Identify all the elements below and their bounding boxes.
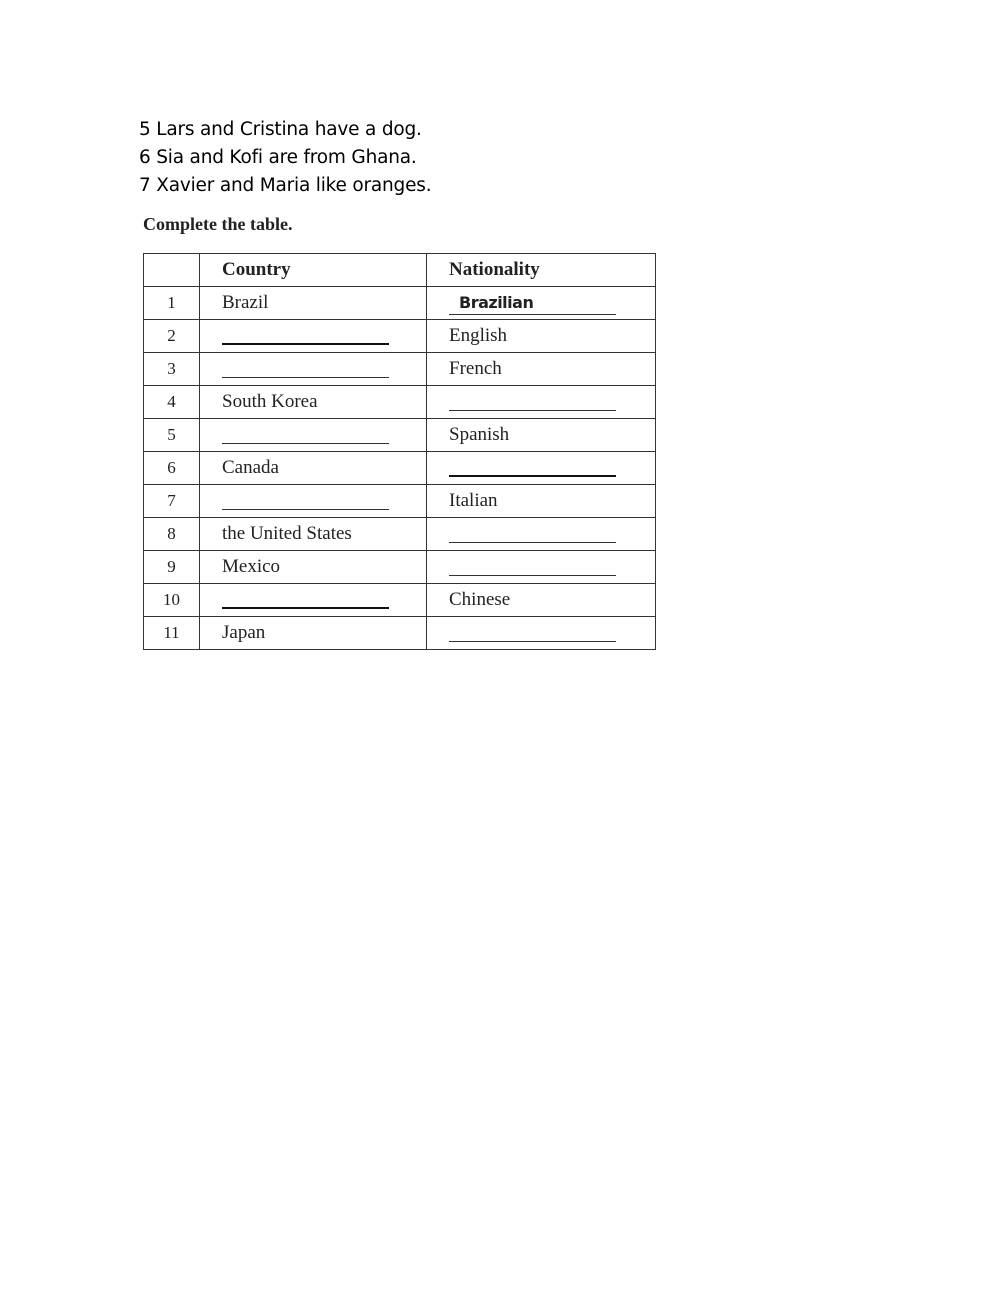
table-row [144,584,656,617]
nationality-cell: Italian [427,485,656,518]
table-row [144,353,656,386]
answer-blank-line[interactable] [449,409,616,411]
nationality-cell: French [427,353,656,386]
nationality-blank-cell[interactable] [427,386,656,419]
sentence-5: 5 Lars and Cristina have a dog. [139,119,422,140]
answer-blank-line[interactable] [222,342,389,345]
table-row [144,320,656,353]
header-nationality: Nationality [427,254,656,287]
sentence-7: 7 Xavier and Maria like oranges. [139,175,432,196]
nationality-cell: English [427,320,656,353]
nationality-answer-cell [427,287,656,320]
row-number: 9 [144,551,200,584]
nationality-cell: Chinese [427,584,656,617]
table-header-row [144,254,656,287]
table-row [144,485,656,518]
country-cell: the United States [200,518,427,551]
country-blank-cell[interactable] [200,419,427,452]
table-row [144,551,656,584]
country-blank-cell[interactable] [200,353,427,386]
table-row [144,617,656,650]
country-blank-cell[interactable] [200,584,427,617]
table-row [144,452,656,485]
country-cell: Mexico [200,551,427,584]
country-cell: South Korea [200,386,427,419]
answer-blank-line[interactable] [222,606,389,609]
row-number: 3 [144,353,200,386]
header-country: Country [200,254,427,287]
row-number: 6 [144,452,200,485]
answer-blank-line[interactable] [449,541,616,543]
nationality-cell: Spanish [427,419,656,452]
row-number: 11 [144,617,200,650]
answer-blank-line[interactable] [222,508,389,510]
nationality-blank-cell[interactable] [427,518,656,551]
answer-blank-line[interactable] [449,640,616,642]
country-nationality-table [143,253,656,650]
table-row [144,386,656,419]
row-number: 4 [144,386,200,419]
country-cell: Brazil [200,287,427,320]
row-number: 7 [144,485,200,518]
answer-blank-line[interactable] [449,474,616,477]
row-number: 8 [144,518,200,551]
table-row [144,419,656,452]
example-sentences [139,116,431,200]
answer-blank-line[interactable] [222,442,389,444]
answer-blank-line[interactable] [449,574,616,576]
row-number: 10 [144,584,200,617]
row-number: 5 [144,419,200,452]
country-blank-cell[interactable] [200,320,427,353]
nationality-blank-cell[interactable] [427,617,656,650]
answer-blank-line[interactable] [222,376,389,378]
table-row [144,518,656,551]
table-row [144,287,656,320]
country-cell: Canada [200,452,427,485]
row-number: 1 [144,287,200,320]
filled-answer: Brazilian [449,292,616,315]
instruction-heading: Complete the table. [143,214,293,234]
sentence-6: 6 Sia and Kofi are from Ghana. [139,147,417,168]
header-number [144,254,200,287]
country-cell: Japan [200,617,427,650]
nationality-blank-cell[interactable] [427,452,656,485]
nationality-blank-cell[interactable] [427,551,656,584]
country-blank-cell[interactable] [200,485,427,518]
row-number: 2 [144,320,200,353]
